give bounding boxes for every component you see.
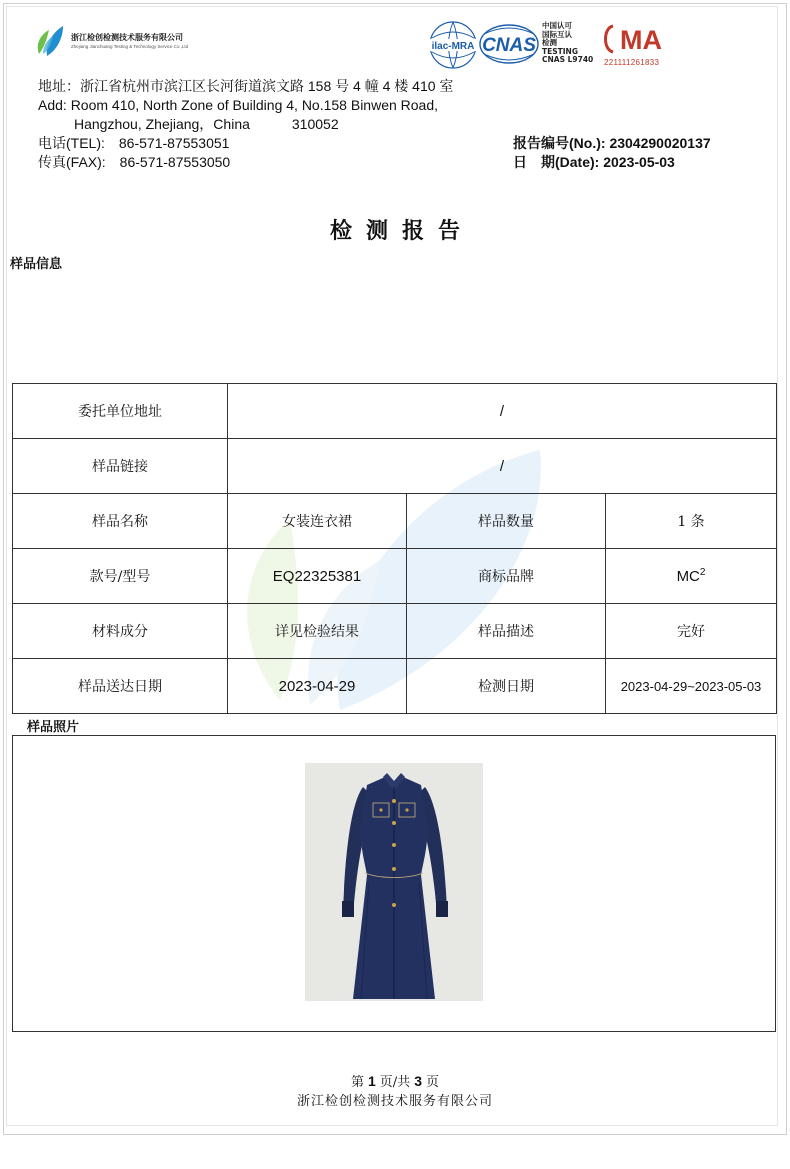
sample-info-heading: 样品信息 xyxy=(10,257,63,272)
sample-description-label: 样品描述 xyxy=(407,604,606,659)
sample-photo-box xyxy=(12,735,776,1032)
client-address-label: 委托单位地址 xyxy=(13,384,228,439)
sample-description-value: 完好 xyxy=(606,604,777,659)
table-row xyxy=(13,659,777,714)
cma-logo-icon xyxy=(601,22,667,56)
denim-dress-image xyxy=(305,763,483,1001)
report-date: 日 期(Date): 2023-05-03 xyxy=(513,154,675,170)
cnas-accreditation-text: 中国认可 国际互认 检测 TESTING CNAS L9740 xyxy=(542,21,594,64)
address-en-line1: Add: Room 410, North Zone of Building 4, No.158 Binwen Road, xyxy=(38,97,439,113)
address-en-line2: Hangzhou, Zhejiang，China 310052 xyxy=(74,116,339,132)
postal-code: 310052 xyxy=(291,116,339,132)
sample-photo xyxy=(305,763,483,1001)
table-row xyxy=(13,549,777,604)
address-cn: 地址：浙江省杭州市滨江区长河街道滨文路 158 号 4 幢 4 楼 410 室 xyxy=(38,78,454,94)
address-block xyxy=(38,77,453,134)
sample-photo-heading: 样品照片 xyxy=(27,720,80,735)
received-date-label: 样品送达日期 xyxy=(13,659,228,714)
svg-text:CNAS: CNAS xyxy=(482,35,536,56)
page-number: 第 1 页/共 3 页 xyxy=(350,1073,439,1090)
fax: 传真(FAX): 86-571-87553050 xyxy=(38,154,231,170)
company-leaf-icon xyxy=(33,24,67,58)
received-date-value: 2023-04-29 xyxy=(228,659,407,714)
table-row xyxy=(13,384,777,439)
sample-link-value: / xyxy=(228,439,777,494)
sample-info-table xyxy=(12,383,777,714)
brand-value: $MC^2$ xyxy=(606,549,777,604)
company-name-cn: 浙江检创检测技术服务有限公司 xyxy=(71,33,183,42)
table-row xyxy=(13,604,777,659)
sample-quantity-label: 样品数量 xyxy=(407,494,606,549)
sample-link-label: 样品链接 xyxy=(13,439,228,494)
cma-number: 221111261833 xyxy=(604,58,660,67)
client-address-value: / xyxy=(228,384,777,439)
document-title: 检测报告 xyxy=(329,218,474,244)
sample-name-label: 样品名称 xyxy=(13,494,228,549)
certification-marks xyxy=(428,20,673,72)
report-number: 报告编号(No.): 2304290020137 xyxy=(513,135,711,151)
cnas-logo-icon xyxy=(478,22,540,66)
sample-quantity-value: 1 条 xyxy=(606,494,777,549)
test-date-value: 2023-04-29~2023-05-03 xyxy=(606,659,777,714)
sample-name-value: 女装连衣裙 xyxy=(228,494,407,549)
svg-text:MA: MA xyxy=(620,25,662,55)
table-row xyxy=(13,439,777,494)
material-value: 详见检验结果 xyxy=(228,604,407,659)
test-date-label: 检测日期 xyxy=(407,659,606,714)
table-row xyxy=(13,494,777,549)
company-logo xyxy=(33,22,208,62)
ilac-mra-icon xyxy=(428,20,478,70)
material-label: 材料成分 xyxy=(13,604,228,659)
svg-text:ilac-MRA: ilac-MRA xyxy=(431,41,475,52)
company-name-en: Zhejiang Jianchuang Testing & Technology Service Co.,Ltd xyxy=(71,44,189,49)
model-value: EQ22325381 xyxy=(228,549,407,604)
model-label: 款号/型号 xyxy=(13,549,228,604)
brand-label: 商标品牌 xyxy=(407,549,606,604)
footer-company-name: 浙江检创检测技术服务有限公司 xyxy=(296,1094,493,1109)
telephone: 电话(TEL): 86-571-87553051 xyxy=(38,135,230,151)
